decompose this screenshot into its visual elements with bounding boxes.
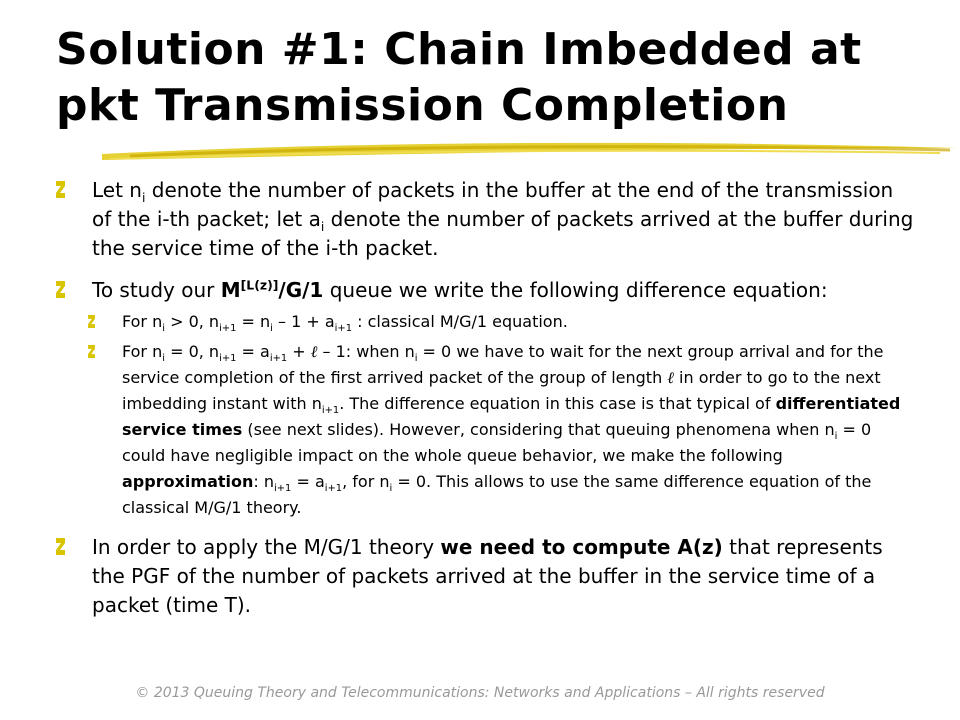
title-underline-swoosh xyxy=(100,136,960,170)
bullet-3: In order to apply the M/G/1 theory we need to compute A(z) that represents the PGF of the number of packets arrived at the buffer in the service time of a packet (time T). xyxy=(56,533,916,620)
z-bullet-icon xyxy=(88,315,95,328)
z-bullet-icon xyxy=(88,345,95,358)
slide-title xyxy=(56,22,936,134)
z-bullet-icon xyxy=(56,281,65,298)
bullet-2: To study our M[L(z)]/G/1 queue we write the following difference equation: xyxy=(56,276,916,305)
copyright-footer: © 2013 Queuing Theory and Telecommunications: Networks and Applications – All rights reserved xyxy=(135,685,825,701)
sub-bullet-1: For $n_i > 0$, $n_{i+1} = n_i - 1 + a_{i+1}$ : classical M/G/1 equation. xyxy=(56,309,916,335)
z-bullet-icon xyxy=(56,538,65,555)
title-line-1: Solution #1: Chain Imbedded at xyxy=(56,24,862,75)
bullet-1: Let $n_i$ denote the number of packets in the buffer at the end of the transmission of the i-th packet; let $a_i$ denote the number of packets arrived at the buffer during the service time of the i-th packet. xyxy=(56,176,916,263)
z-bullet-icon xyxy=(56,181,65,198)
slide-body xyxy=(56,176,916,633)
sub-bullet-2: For $n_i = 0$, $n_{i+1} = a_{i+1}$ + ℓ – 1: when $n_i = 0$ we have to wait for the next group arrival and for the service completion of the first arrived packet of the group of length ℓ in order to go to the next imbedding instant with $n_{i+1}$. The difference equation in this case is that typical of differentiated service times (see next slides). However, considering that queuing phenomena when $n_i = 0$ could have negligible impact on the whole queue behavior, we make the following approximation: $n_{i+1} = a_{i+1}$, for $n_i = 0$. This allows to use the same difference equation of the classical M/G/1 theory. xyxy=(56,339,916,521)
title-line-2: pkt Transmission Completion xyxy=(56,80,789,131)
